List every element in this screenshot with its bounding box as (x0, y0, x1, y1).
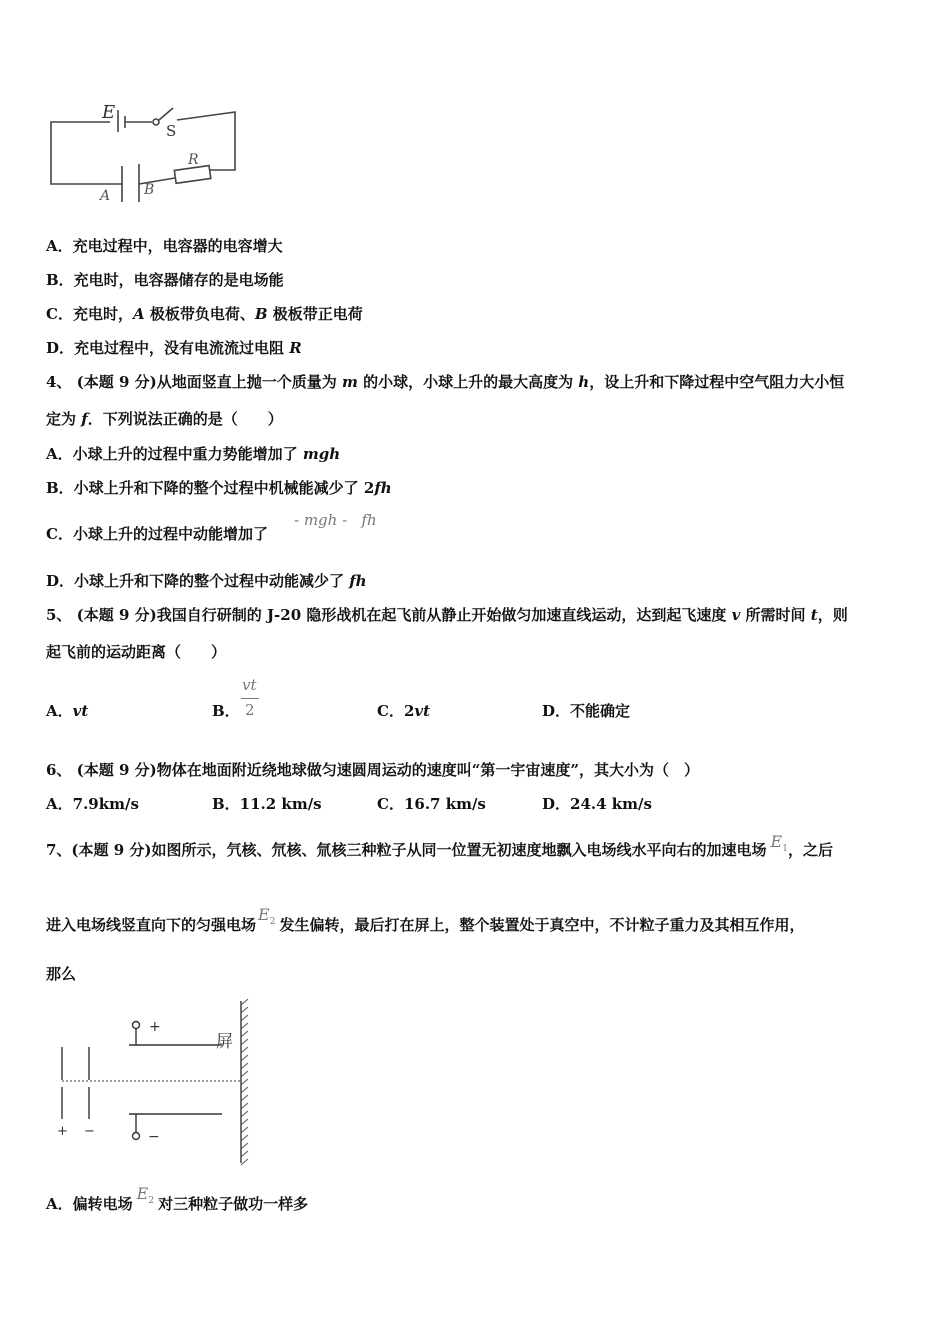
label-r: R (188, 152, 199, 168)
q5-option-a (46, 701, 88, 721)
q4-a-v: mgh (302, 445, 341, 463)
q7-l2-post: 发生偏转，最后打在屏上，整个装置处于真空中，不计粒子重力及其相互作用， (279, 916, 805, 934)
q3-c-post: 极板带正电荷 (267, 305, 363, 323)
q7-l2: 进入电场线竖直向下的匀强电场 (46, 916, 257, 934)
q4-c-math: - mgh - fh (294, 511, 377, 529)
top-plate-plus: + (149, 1019, 161, 1035)
q7-stem-line3: 那么 (46, 965, 77, 983)
q4-l1-post: ，设上升和下降过程中空气阻力大小恒 (589, 373, 845, 391)
q7-stem-line2 (46, 905, 805, 938)
q7-option-a (46, 1184, 309, 1217)
q5-l1-t: t (810, 606, 818, 624)
bottom-plate-minus: − (148, 1129, 160, 1145)
q5-l1-v: v (731, 606, 741, 624)
q4-option-c (46, 524, 268, 544)
circuit-diagram (40, 98, 250, 208)
q5-c-v: vt (414, 702, 431, 720)
q4-option-a (46, 444, 340, 464)
q7-a-sub: 2 (148, 1196, 155, 1206)
q5-b-pre: B． (212, 702, 240, 720)
q4-b-v: fh (374, 479, 392, 497)
q5-b-numerator: vt (242, 676, 257, 694)
left-plate-plus: + (57, 1124, 68, 1139)
q7-a-post: 对三种粒子做功一样多 (158, 1195, 309, 1213)
q7-l1-post: ，之后 (787, 841, 833, 859)
q7-l1-sub: 1 (782, 844, 788, 854)
q5-option-c (377, 701, 430, 721)
q3-c-pre: C．充电时， (46, 305, 133, 323)
q4-l2-f: f (81, 410, 88, 428)
q5-a-pre: A． (46, 702, 73, 720)
q5-stem-line1 (46, 605, 848, 625)
q5-option-d: D．不能确定 (542, 702, 631, 720)
q4-b-pre: B．小球上升和下降的整个过程中机械能减少了 2 (46, 479, 375, 497)
q3-c-b: B (254, 305, 268, 323)
q4-l1-h: h (578, 373, 590, 391)
q7-a-pre: A．偏转电场 (46, 1195, 133, 1213)
q3-d-r: R (289, 339, 302, 357)
q4-l2-pre: 定为 (46, 410, 82, 428)
q4-option-b (46, 478, 392, 498)
q5-b-denominator: 2 (245, 701, 255, 719)
q5-b-fraction-bar (241, 698, 259, 699)
q4-d-pre: D．小球上升和下降的整个过程中动能减少了 (46, 572, 350, 590)
q5-l1-post: ，则 (817, 606, 848, 624)
q5-c-pre: C．2 (377, 702, 415, 720)
q6-option-d: D．24.4 km/s (542, 795, 652, 813)
q4-l1-m: m (341, 373, 358, 391)
q4-option-d (46, 571, 367, 591)
label-b: B (144, 182, 155, 198)
deflection-apparatus-diagram (50, 995, 265, 1170)
q7-a-e: E (136, 1184, 149, 1203)
q4-d-v: fh (349, 572, 367, 590)
q3-option-c (46, 304, 363, 324)
q5-l1-mid: 所需时间 (740, 606, 811, 624)
q7-stem-line1 (46, 832, 833, 863)
q4-stem-line2 (46, 409, 283, 429)
q4-l2-post: ．下列说法正确的是（ ） (87, 410, 283, 428)
q3-option-b: B．充电时，电容器储存的是电场能 (46, 271, 284, 289)
q3-option-d (46, 338, 302, 358)
q6-stem: 6、 (本题 9 分)物体在地面附近绕地球做匀速圆周运动的速度叫“第一宇宙速度”，其大小为（ ） (46, 761, 699, 779)
q4-l1-mid: 的小球，小球上升的最大高度为 (357, 373, 579, 391)
q5-a-v: vt (72, 702, 89, 720)
screen-label: 屏 (216, 1032, 233, 1052)
q4-c-pre: C．小球上升的过程中动能增加了 (46, 525, 268, 543)
q6-option-c: C．16.7 km/s (377, 795, 486, 813)
label-s: S (166, 122, 177, 140)
q4-l1-pre: 4、 (本题 9 分)从地面竖直上抛一个质量为 (46, 373, 342, 391)
q5-l1-pre: 5、 (本题 9 分)我国自行研制的 J-20 隐形战机在起飞前从静止开始做匀加速直线运动，达到起飞速度 (46, 606, 732, 624)
q4-a-pre: A．小球上升的过程中重力势能增加了 (46, 445, 303, 463)
q7-l1-e: E (770, 832, 783, 851)
q3-c-a: A (132, 305, 145, 323)
q5-stem-line2: 起飞前的运动距离（ ） (46, 643, 227, 661)
q6-option-a: A．7.9km/s (46, 795, 139, 813)
label-a: A (100, 188, 111, 204)
q3-d-pre: D．充电过程中，没有电流流过电阻 (46, 339, 290, 357)
left-plate-minus: − (84, 1124, 95, 1139)
q7-l1: 7、(本题 9 分)如图所示，氕核、氘核、氚核三种粒子从同一位置无初速度地飘入电场线水平向右的加速电场 (46, 841, 767, 859)
label-e: E (102, 102, 116, 123)
q3-c-mid: 极板带负电荷、 (144, 305, 255, 323)
q5-option-b (212, 701, 240, 721)
q7-l2-sub: 2 (269, 917, 276, 927)
q7-l2-e: E (258, 905, 270, 924)
q3-option-a: A．充电过程中，电容器的电容增大 (46, 237, 283, 255)
q4-stem-line1 (46, 372, 844, 392)
q6-option-b: B．11.2 km/s (212, 795, 322, 813)
